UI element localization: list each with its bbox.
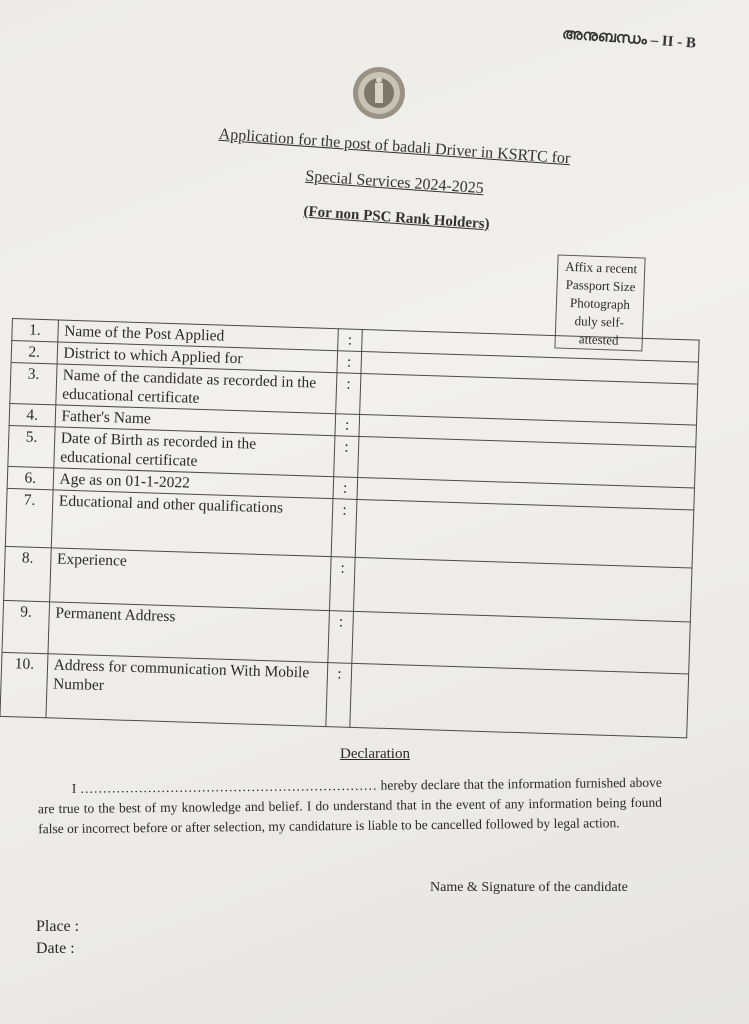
field-label: Experience [49, 548, 331, 611]
field-colon: : [331, 499, 356, 558]
application-form-table [0, 318, 702, 759]
row-number: 2. [11, 341, 57, 364]
field-label: Age as on 01-1-2022 [53, 468, 334, 499]
field-colon: : [333, 477, 357, 500]
form-subtitle: (For non PSC Rank Holders) [302, 203, 491, 233]
candidate-signature-label: Name & Signature of the candidate [430, 880, 628, 895]
field-colon: : [334, 436, 359, 478]
field-label: Address for communication With Mobile Number [46, 654, 329, 727]
field-label: Father's Name [55, 405, 336, 436]
field-label: District to which Applied for [57, 342, 338, 373]
row-number: 10. [0, 652, 48, 717]
row-number: 7. [5, 488, 52, 547]
declaration-text [38, 773, 663, 840]
field-colon: : [338, 329, 362, 352]
form-title-line-1: Application for the post of badali Driver in KSRTC for [218, 125, 571, 168]
field-value-input[interactable] [355, 499, 694, 568]
date-label: Date : [36, 940, 75, 957]
annexure-label: അനുബന്ധം – II - B [561, 26, 697, 52]
row-number: 8. [4, 546, 51, 601]
field-colon: : [337, 351, 361, 374]
row-number: 3. [10, 362, 57, 404]
photo-instruction: Affix a recent Passport Size Photograph duly self-attested [565, 258, 638, 348]
declaration-heading: Declaration [340, 746, 410, 762]
row-number: 6. [7, 466, 53, 489]
field-colon: : [328, 611, 353, 664]
form-title-line-2: Special Services 2024-2025 [304, 167, 485, 198]
row-number: 9. [2, 600, 49, 653]
row-number: 5. [8, 425, 55, 467]
field-label: Permanent Address [48, 602, 330, 663]
row-number: 4. [9, 403, 55, 426]
field-colon: : [326, 663, 351, 728]
field-colon: : [335, 414, 359, 437]
field-colon: : [330, 557, 355, 612]
field-colon: : [336, 373, 361, 415]
field-label: Name of the Post Applied [57, 320, 338, 351]
row-number: 1. [12, 319, 58, 342]
field-value-input[interactable] [349, 663, 688, 738]
field-label: Educational and other qualifications [51, 490, 333, 557]
field-label: Name of the candidate as recorded in the educational certificate [55, 364, 337, 414]
field-label: Date of Birth as recorded in the educational certificate [53, 427, 335, 477]
kerala-emblem-icon [352, 66, 406, 120]
declaration-paragraph: I ………………………………………………………… hereby declare that the information furnished above are true to the best of my knowledge and belief. I do understand that in the event of any information being found false or incorrect before or after selection, my candidature is liable to be cancelled followed by legal action. [37, 774, 663, 837]
place-label: Place : [36, 918, 80, 935]
